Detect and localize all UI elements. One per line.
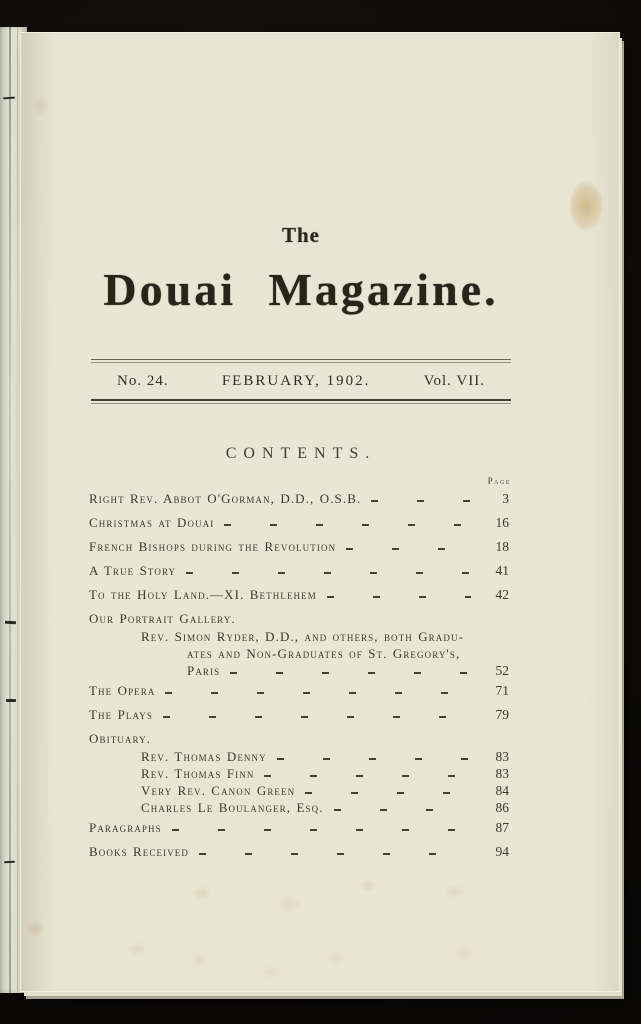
toc-entry-label: Charles Le Boulanger, Esq. (141, 800, 324, 815)
toc-entry-label: Obituary. (89, 731, 152, 746)
binding-stitch (3, 97, 15, 100)
toc-row (89, 612, 509, 626)
toc-row (141, 767, 509, 781)
binding-stitch (5, 621, 16, 625)
toc-entry-page: 83 (495, 766, 509, 781)
toc-entry-label: Our Portrait Gallery. (89, 611, 236, 626)
toc-entry-label: Rev. Thomas Finn (141, 766, 255, 781)
double-rule-bottom (91, 399, 511, 401)
toc-row (89, 732, 509, 746)
toc-entry-label: ates and Non-Graduates of St. Gregory's, (187, 646, 461, 661)
issue-number: No. 24. (117, 373, 169, 389)
toc-entry-page: 86 (495, 800, 509, 815)
toc-entry-label: Rev. Simon Ryder, D.D., and others, both Gradu- (141, 629, 465, 644)
binding-stitch (6, 699, 16, 702)
toc-entry-page: 94 (495, 844, 509, 859)
dash-leader (371, 500, 471, 502)
foxing-stain (259, 965, 281, 980)
dash-leader (163, 716, 471, 718)
toc-entry-label: Paragraphs (89, 820, 162, 835)
double-rule-top (91, 359, 511, 360)
toc-entry-page: 41 (495, 563, 509, 578)
magazine-page (21, 33, 619, 991)
toc-entry-label: Rev. Thomas Denny (141, 749, 267, 764)
toc-entry-page: 83 (495, 749, 509, 764)
toc-entry-page: 18 (495, 539, 509, 554)
toc-entry-page: 52 (495, 663, 509, 678)
toc-entry-label: Christmas at Douai (89, 515, 215, 530)
toc-row (89, 516, 509, 530)
spine-crease (17, 27, 18, 993)
toc-row (89, 845, 509, 859)
toc-entry-page: 16 (495, 515, 509, 530)
contents-heading: CONTENTS. (225, 445, 377, 462)
volume-number: Vol. VII. (423, 373, 485, 389)
foxing-stain (33, 95, 49, 117)
toc-row (141, 630, 509, 644)
dash-leader (199, 853, 471, 855)
foxing-stain (126, 941, 148, 957)
issue-date: FEBRUARY, 1902. (221, 373, 371, 389)
dash-leader (264, 775, 471, 777)
toc-entry-label: The Opera (89, 683, 156, 698)
binding-stitch (4, 861, 15, 864)
dash-leader (346, 548, 471, 550)
toc-entry-page: 87 (495, 820, 509, 835)
dash-leader (230, 672, 471, 674)
dash-leader (224, 524, 471, 526)
toc-row (141, 784, 509, 798)
toc-entry-page: 42 (495, 587, 509, 602)
toc-row (89, 708, 509, 722)
toc-row (89, 564, 509, 578)
foxing-stain (189, 953, 209, 967)
foxing-stain (451, 945, 477, 962)
dash-leader (277, 758, 471, 760)
toc-entry-label: Right Rev. Abbot O'Gorman, D.D., O.S.B. (89, 491, 362, 506)
magazine-title: Douai Magazine. (103, 264, 499, 315)
foxing-stain (326, 951, 346, 965)
toc-entry-label: The Plays (89, 707, 153, 722)
toc-row (89, 540, 509, 554)
toc-row (187, 647, 509, 661)
toc-row (187, 664, 509, 678)
toc-row (89, 821, 509, 835)
foxing-stain (276, 895, 302, 913)
dash-leader (165, 692, 471, 694)
foxing-stain (359, 878, 377, 892)
foxing-stain (25, 921, 45, 937)
dash-leader (334, 809, 471, 811)
double-rule-bottom (91, 403, 511, 404)
table-of-contents (89, 476, 509, 869)
toc-row (141, 801, 509, 815)
toc-row (141, 750, 509, 764)
toc-row (89, 684, 509, 698)
toc-entry-page: 3 (502, 491, 509, 506)
dash-leader (186, 572, 471, 574)
dash-leader (172, 829, 471, 831)
toc-entry-label: Books Received (89, 844, 189, 859)
toc-row (89, 492, 509, 506)
foxing-stain (191, 885, 213, 901)
toc-rows (89, 492, 509, 859)
toc-entry-label: A True Story (89, 563, 177, 578)
toc-entry-page: 79 (495, 707, 509, 722)
page-column-label: Page (487, 476, 511, 486)
toc-entry-label: Paris (187, 663, 221, 678)
masthead-band (91, 359, 511, 404)
masthead-the: The (281, 223, 320, 247)
toc-entry-label: Very Rev. Canon Green (141, 783, 296, 798)
toc-entry-label: To the Holy Land.—XI. Bethlehem (89, 587, 317, 602)
toc-entry-page: 71 (495, 683, 509, 698)
toc-entry-label: French Bishops during the Revolution (89, 539, 337, 554)
toc-row (89, 588, 509, 602)
spine-crease (9, 27, 11, 993)
dash-leader (305, 792, 471, 794)
toc-entry-page: 84 (495, 783, 509, 798)
dash-leader (327, 596, 471, 598)
foxing-stain (444, 884, 466, 899)
